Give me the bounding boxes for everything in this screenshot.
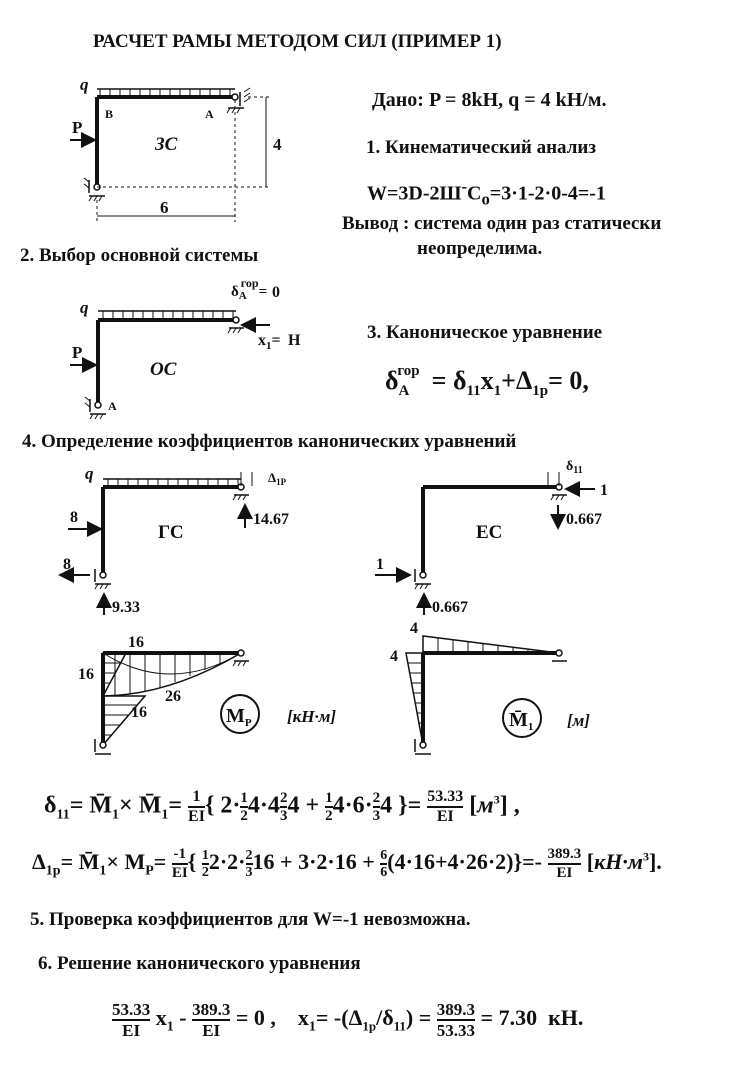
section-1-formula: $W=3D-2Ш^-C_o=3\cdot 1-2\cdot 0-4=-1$ (367, 177, 606, 209)
delta11-formula: $\delta_{11}=$ $M̄_1\times$ $M̄_1=$ 1 EI{ 2· 1 24·4 2 34 + 1 24·6· 2 34 }= 53.33 EI $[м^3]$ , (44, 788, 520, 825)
section-1-title: 1. Кинематический анализ (366, 137, 596, 158)
dim-6: 6 (160, 198, 169, 217)
label-b: B (105, 107, 114, 121)
delta-1p-mark: $\Delta_{1P}$ (268, 470, 287, 487)
section-6-formula: 53.33 EI $x_1$ - 389.3 EI = 0 , $x_1= -(\Delta_{1p}/\delta_{11})$ = 389.3 53.33 = 7.30 кН. (112, 1000, 584, 1040)
gs-ra: 14.67 (253, 511, 289, 528)
label-zs: ЗС (155, 134, 178, 155)
conclusion-line-1: Вывод : система один раз статически (342, 213, 662, 234)
svg-text:P: P (72, 343, 83, 362)
m1-4-left: 4 (390, 648, 398, 665)
m1-diagram (390, 620, 590, 754)
label-os: ОС (150, 359, 177, 380)
delta-11-mark: $\delta_{11}$ (566, 459, 583, 476)
svg-text:A: A (108, 399, 117, 413)
basic-system-diagram (70, 276, 301, 419)
gs-rb: 9.33 (112, 599, 140, 616)
conclusion-line-2: неопределима. (417, 238, 543, 259)
section-6-title: 6. Решение канонического уравнения (38, 953, 361, 974)
page-title: РАСЧЕТ РАМЫ МЕТОДОМ СИЛ (ПРИМЕР 1) (93, 31, 502, 52)
section-4-title: 4. Определение коэффициентов канонических уравнений (22, 431, 517, 452)
svg-text:q: q (85, 464, 94, 483)
mp-16-left: 16 (78, 666, 94, 683)
section-2-title: 2. Выбор основной системы (20, 245, 259, 266)
mp-name: $M_P$ (226, 705, 252, 729)
m1-unit: [м] (567, 711, 590, 730)
es-ra: 0.667 (566, 511, 602, 528)
es-rb: 0.667 (432, 599, 468, 616)
given-data: Дано: P = 8kH, q = 4 kH/м. (372, 89, 607, 111)
m1-4-top: 4 (410, 620, 418, 637)
section-3-title: 3. Каноническое уравнение (367, 322, 603, 343)
svg-text:0: 0 (272, 284, 280, 301)
label-es: ЕС (476, 522, 503, 543)
svg-text:H: H (288, 332, 301, 349)
es-x: 1 (600, 482, 608, 499)
gs-diagram (60, 464, 289, 616)
label-p: P (72, 118, 83, 137)
es-h: 1 (376, 556, 384, 573)
mp-unit: [кН·м] (287, 707, 337, 726)
gs-h: 8 (63, 556, 71, 573)
svg-text:q: q (80, 298, 89, 317)
mp-16-col: 16 (131, 704, 147, 721)
es-diagram (375, 459, 608, 616)
label-q: q (80, 75, 89, 94)
gs-p: 8 (70, 509, 78, 526)
delta1p-formula: $\Delta_{1p}=$ $M̄_1\times M_P=$ -1 EI{ 1 22·2· 2 316 + 3·2·16 + 6 6(4·16+4·26·2)}=- 389.3 EI $[кН\cdot м^3]$. (32, 846, 662, 881)
m1-name: $M̄_1$ (509, 709, 534, 733)
mp-16-top: 16 (128, 634, 144, 651)
section-5-title: 5. Проверка коэффициентов для W=-1 невозможна. (30, 909, 471, 930)
label-a: A (205, 107, 214, 121)
section-3-formula: $\delta_A^{гор} = \delta_{11}x_1+\Delta_{1p}= 0$, (385, 363, 589, 400)
given-system-diagram (70, 75, 282, 222)
mp-26: 26 (165, 688, 181, 705)
x1-equals-h: $x_1=$ (258, 332, 281, 352)
dim-4: 4 (273, 135, 282, 154)
delta-a-gor: $\delta_Aгор=$ (231, 276, 268, 302)
mp-diagram (78, 634, 336, 754)
label-gs: ГС (158, 522, 184, 543)
